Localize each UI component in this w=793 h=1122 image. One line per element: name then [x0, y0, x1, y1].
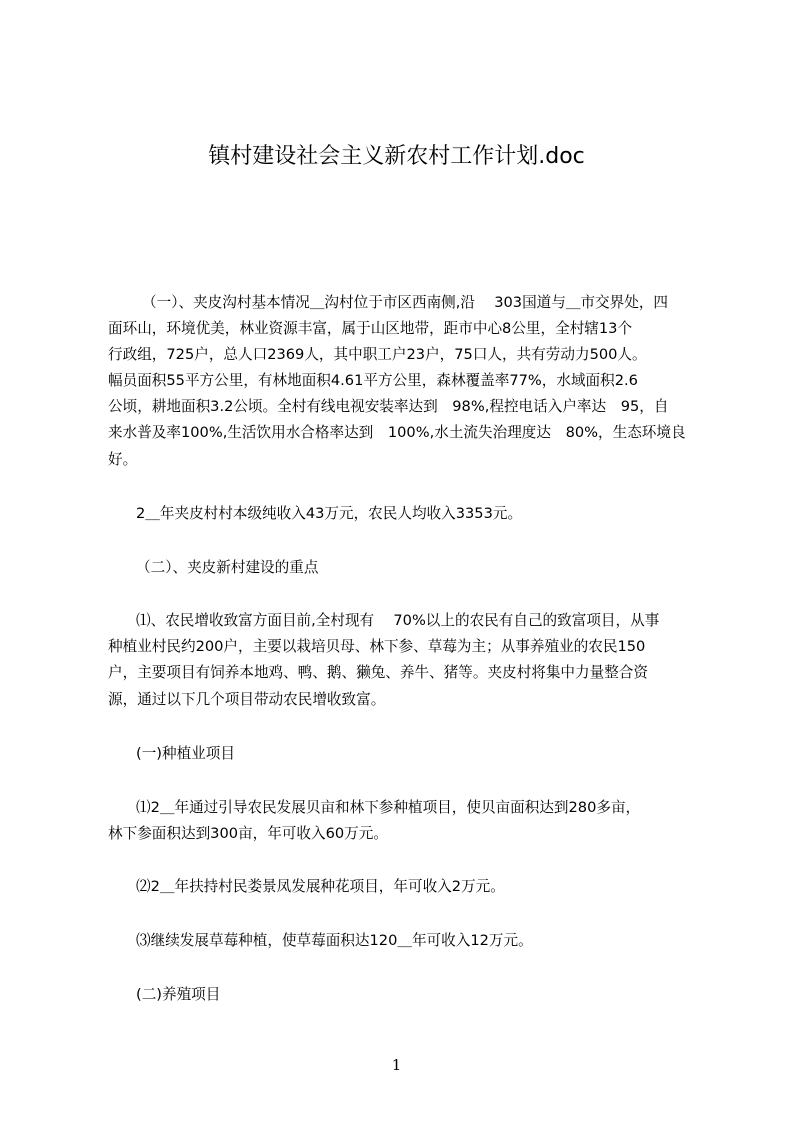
paragraph-line: 林下参面积达到300亩，年可收入60万元。	[108, 825, 388, 842]
section-heading: （二）、夹皮新村建设的重点	[136, 559, 319, 576]
paragraph-line: 2＿年夹皮村村本级纯收入43万元，农民人均收入3353元。	[136, 505, 523, 522]
page-number: 1	[391, 1056, 402, 1074]
paragraph-line: 好。	[108, 451, 138, 468]
paragraph-line: ⑴2＿年通过引导农民发展贝亩和林下参种植项目，使贝亩面积达到280多亩，	[136, 799, 641, 816]
paragraph-line: 面环山，环境优美，林业资源丰富，属于山区地带，距市中心8公里，全村辖13个	[108, 320, 633, 337]
paragraph-line: 种植业村民约200户，主要以栽培贝母、林下参、草莓为主；从事养殖业的农民150	[108, 638, 646, 655]
paragraph-line: （一）、夹皮沟村基本情况＿沟村位于市区西南侧,沿 303国道与＿市交界处，四	[142, 294, 669, 311]
paragraph-line: 幅员面积55平方公里，有林地面积4.61平方公里，森林覆盖率77%，水域面积2.6	[108, 372, 638, 389]
document-title: 镇村建设社会主义新农村工作计划.doc	[208, 144, 585, 169]
paragraph-line: 公顷，耕地面积3.2公顷。全村有线电视安装率达到 98%,程控电话入户率达 95，自	[108, 398, 669, 415]
paragraph-line: ⑶继续发展草莓种植，使草莓面积达120＿年可收入12万元。	[136, 932, 533, 949]
subsection-heading: (一)种植业项目	[136, 745, 235, 762]
paragraph-line: 行政组，725户，总人口2369人，其中职工户23户，75口人，共有劳动力500人。	[108, 346, 647, 363]
paragraph-line: ⑵2＿年扶持村民娄景凤发展种花项目，年可收入2万元。	[136, 878, 505, 895]
paragraph-line: 户，主要项目有饲养本地鸡、鸭、鹅、獭兔、养牛、猪等。夹皮村将集中力量整合资	[108, 664, 648, 681]
subsection-heading: (二)养殖项目	[136, 986, 221, 1003]
paragraph-line: 源，通过以下几个项目带动农民增收致富。	[108, 691, 386, 708]
paragraph-line: ⑴、农民增收致富方面目前,全村现有 70%以上的农民有自己的致富项目，从事	[136, 612, 660, 629]
paragraph-line: 来水普及率100%,生活饮用水合格率达到 100%,水土流失治理度达 80%，生态环境良	[108, 424, 686, 441]
